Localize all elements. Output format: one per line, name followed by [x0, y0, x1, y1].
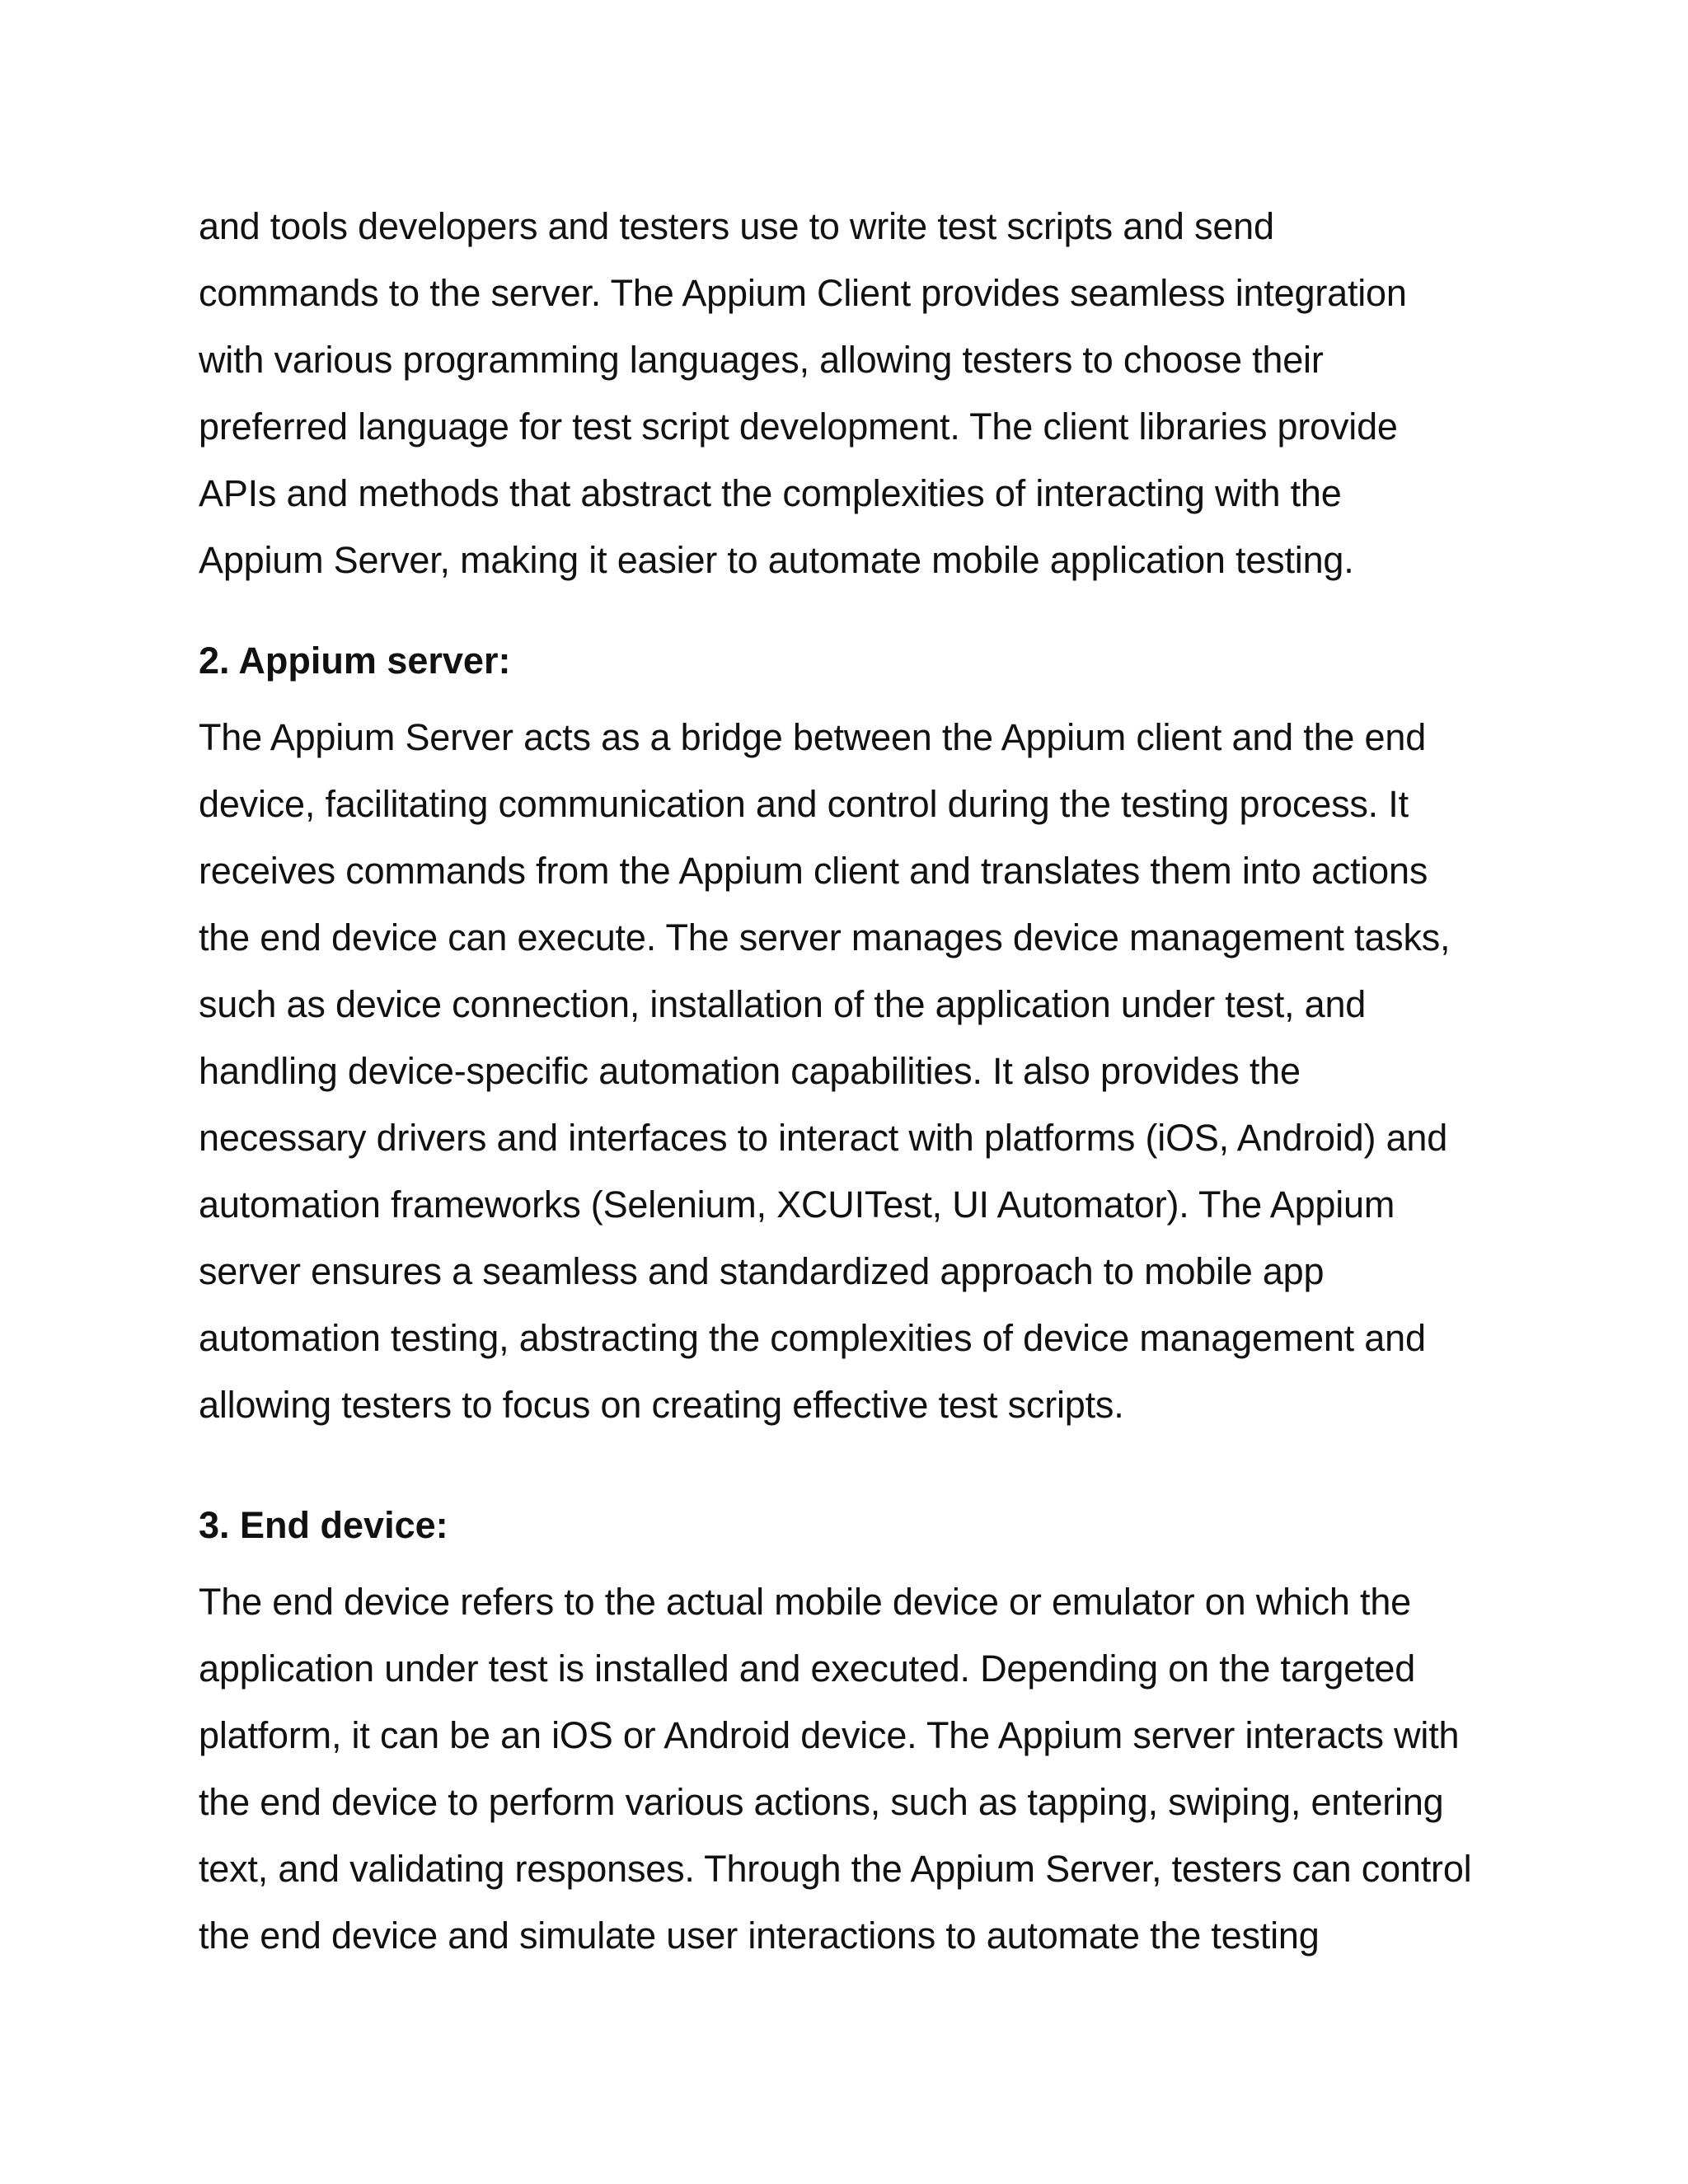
section-heading-appium-server: 2. Appium server:: [199, 640, 511, 682]
paragraph-line: commands to the server. The Appium Client provides seamless integration: [199, 272, 1407, 314]
section-heading-end-device: 3. End device:: [199, 1504, 448, 1546]
paragraph-line: device, facilitating communication and control during the testing process. It: [199, 783, 1409, 825]
paragraph-line: automation frameworks (Selenium, XCUITest, UI Automator). The Appium: [199, 1183, 1395, 1226]
paragraph-line: text, and validating responses. Through the Appium Server, testers can control: [199, 1848, 1472, 1890]
paragraph-line: Appium Server, making it easier to automate mobile application testing.: [199, 539, 1354, 581]
paragraph-line: necessary drivers and interfaces to interact with platforms (iOS, Android) and: [199, 1117, 1448, 1159]
paragraph-line: allowing testers to focus on creating effective test scripts.: [199, 1384, 1124, 1426]
paragraph-line: platform, it can be an iOS or Android device. The Appium server interacts with: [199, 1714, 1460, 1756]
paragraph-line: receives commands from the Appium client and translates them into actions: [199, 850, 1428, 892]
end-device-paragraph: [199, 1568, 1471, 1969]
paragraph-line: with various programming languages, allowing testers to choose their: [199, 339, 1324, 381]
paragraph-line: the end device and simulate user interactions to automate the testing: [199, 1915, 1320, 1957]
paragraph-line: preferred language for test script development. The client libraries provide: [199, 405, 1398, 448]
paragraph-line: APIs and methods that abstract the complexities of interacting with the: [199, 472, 1342, 514]
paragraph-line: and tools developers and testers use to write test scripts and send: [199, 205, 1274, 247]
paragraph-line: The Appium Server acts as a bridge between the Appium client and the end: [199, 716, 1427, 758]
paragraph-line: such as device connection, installation of the application under test, and: [199, 983, 1367, 1025]
paragraph-line: server ensures a seamless and standardized approach to mobile app: [199, 1250, 1325, 1292]
intro-paragraph: [199, 193, 1407, 593]
appium-server-paragraph: [199, 704, 1450, 1438]
paragraph-line: the end device to perform various actions, such as tapping, swiping, entering: [199, 1781, 1444, 1823]
paragraph-line: handling device-specific automation capabilities. It also provides the: [199, 1050, 1301, 1092]
paragraph-line: automation testing, abstracting the complexities of device management and: [199, 1317, 1426, 1359]
paragraph-line: The end device refers to the actual mobile device or emulator on which the: [199, 1581, 1412, 1623]
paragraph-line: the end device can execute. The server manages device management tasks,: [199, 916, 1451, 958]
paragraph-line: application under test is installed and executed. Depending on the targeted: [199, 1647, 1416, 1690]
